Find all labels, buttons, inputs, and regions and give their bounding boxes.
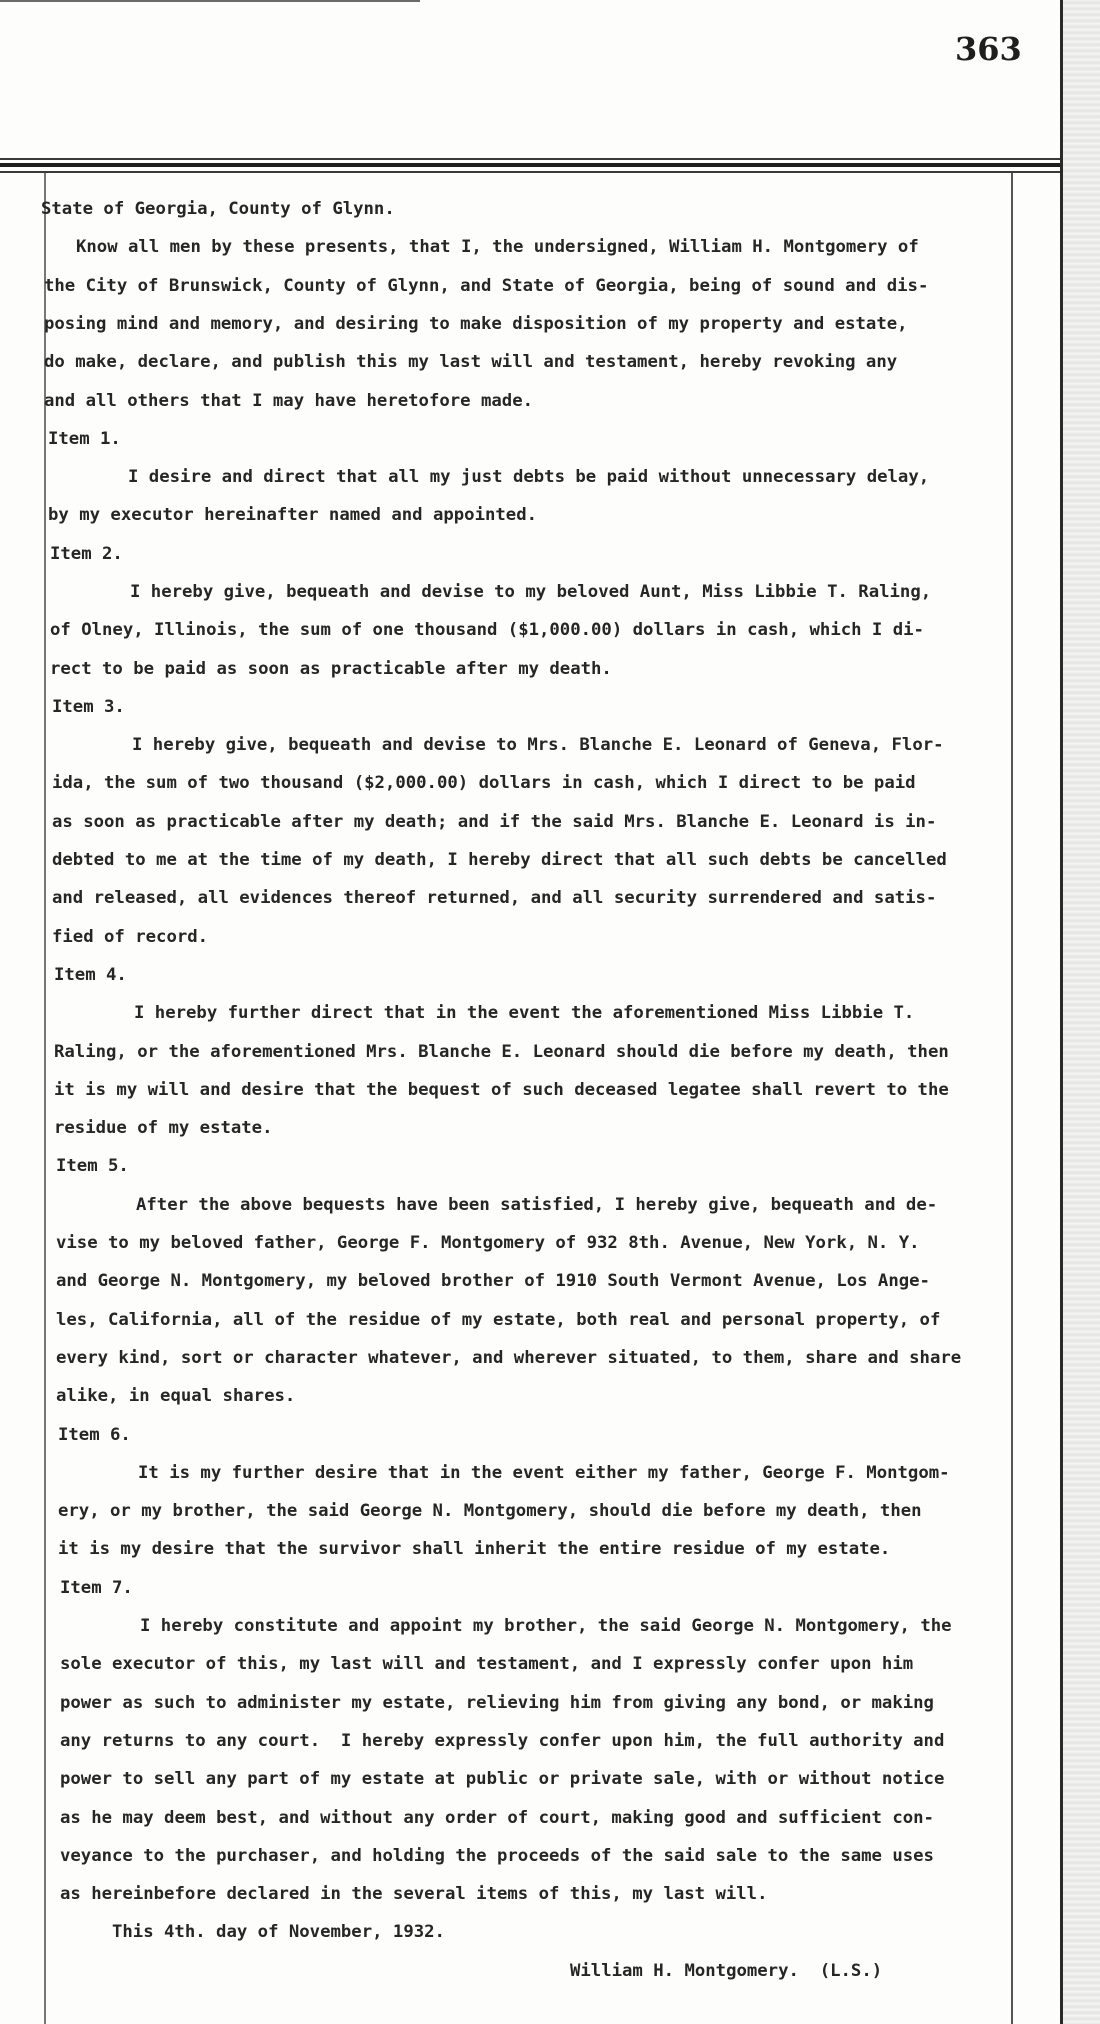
item-line: les, California, all of the residue of my estate, both real and personal property, of bbox=[56, 1310, 941, 1330]
item-label: Item 6. bbox=[58, 1425, 131, 1445]
item-line: by my executor hereinafter named and appointed. bbox=[48, 505, 537, 525]
intro-line: and all others that I may have heretofore made. bbox=[44, 391, 533, 411]
scan-border bbox=[1063, 0, 1100, 2024]
item-line: It is my further desire that in the event either my father, George F. Montgom- bbox=[138, 1463, 950, 1483]
item-label: Item 4. bbox=[54, 965, 127, 985]
item-line: I hereby give, bequeath and devise to my beloved Aunt, Miss Libbie T. Raling, bbox=[130, 582, 932, 602]
item-line: and George N. Montgomery, my beloved brother of 1910 South Vermont Avenue, Los Ange- bbox=[56, 1271, 930, 1291]
item-line: vise to my beloved father, George F. Montgomery of 932 8th. Avenue, New York, N. Y. bbox=[56, 1233, 920, 1253]
intro-line: do make, declare, and publish this my last will and testament, hereby revoking any bbox=[44, 352, 898, 372]
item-line: alike, in equal shares. bbox=[56, 1386, 296, 1406]
item-line: debted to me at the time of my death, I hereby direct that all such debts be cancelled bbox=[52, 850, 947, 870]
item-line: fied of record. bbox=[52, 927, 209, 947]
header-rule-thick bbox=[0, 163, 1060, 167]
document-heading: State of Georgia, County of Glynn. bbox=[41, 199, 395, 219]
signature-line: William H. Montgomery. (L.S.) bbox=[570, 1961, 883, 1981]
item-label: Item 5. bbox=[56, 1156, 129, 1176]
item-label: Item 1. bbox=[48, 429, 121, 449]
left-margin-line bbox=[44, 173, 46, 2024]
page-number: 363 bbox=[955, 30, 1022, 68]
item-line: I hereby constitute and appoint my brother, the said George N. Montgomery, the bbox=[140, 1616, 952, 1636]
item-line: veyance to the purchaser, and holding the proceeds of the said sale to the same uses bbox=[60, 1846, 934, 1866]
item-line: residue of my estate. bbox=[54, 1118, 273, 1138]
item-line: I hereby give, bequeath and devise to Mrs. Blanche E. Leonard of Geneva, Flor- bbox=[132, 735, 944, 755]
item-line: and released, all evidences thereof returned, and all security surrendered and satis- bbox=[52, 888, 937, 908]
intro-line: Know all men by these presents, that I, the undersigned, William H. Montgomery of bbox=[76, 237, 919, 257]
item-line: as he may deem best, and without any order of court, making good and sufficient con- bbox=[60, 1808, 934, 1828]
item-label: Item 2. bbox=[50, 544, 123, 564]
item-label: Item 3. bbox=[52, 697, 125, 717]
item-line: Raling, or the aforementioned Mrs. Blanche E. Leonard should die before my death, then bbox=[54, 1042, 949, 1062]
item-line: it is my will and desire that the bequest of such deceased legatee shall revert to the bbox=[54, 1080, 949, 1100]
header-rule bbox=[0, 158, 1060, 160]
item-line: rect to be paid as soon as practicable after my death. bbox=[50, 659, 612, 679]
intro-line: posing mind and memory, and desiring to make disposition of my property and estate, bbox=[44, 314, 908, 334]
item-line: I desire and direct that all my just debts be paid without unnecessary delay, bbox=[128, 467, 930, 487]
item-line: any returns to any court. I hereby expressly confer upon him, the full authority and bbox=[60, 1731, 945, 1751]
item-line: sole executor of this, my last will and testament, and I expressly confer upon him bbox=[60, 1654, 914, 1674]
item-line: it is my desire that the survivor shall inherit the entire residue of my estate. bbox=[58, 1539, 891, 1559]
item-line: After the above bequests have been satisfied, I hereby give, bequeath and de- bbox=[136, 1195, 938, 1215]
item-line: as hereinbefore declared in the several items of this, my last will. bbox=[60, 1884, 768, 1904]
item-line: as soon as practicable after my death; and if the said Mrs. Blanche E. Leonard is in- bbox=[52, 812, 937, 832]
right-margin-line bbox=[1011, 173, 1013, 2024]
header-rule-lower bbox=[0, 171, 1060, 173]
item-line: of Olney, Illinois, the sum of one thousand ($1,000.00) dollars in cash, which I di- bbox=[50, 620, 924, 640]
date-line: This 4th. day of November, 1932. bbox=[112, 1922, 445, 1942]
item-label: Item 7. bbox=[60, 1578, 133, 1598]
item-line: ery, or my brother, the said George N. Montgomery, should die before my death, then bbox=[58, 1501, 922, 1521]
top-rule bbox=[0, 0, 420, 2]
item-line: ida, the sum of two thousand ($2,000.00) dollars in cash, which I direct to be paid bbox=[52, 773, 916, 793]
item-line: power as such to administer my estate, relieving him from giving any bond, or making bbox=[60, 1693, 934, 1713]
item-line: I hereby further direct that in the event the aforementioned Miss Libbie T. bbox=[134, 1003, 915, 1023]
intro-line: the City of Brunswick, County of Glynn, and State of Georgia, being of sound and dis- bbox=[44, 276, 929, 296]
item-line: power to sell any part of my estate at public or private sale, with or without notice bbox=[60, 1769, 945, 1789]
item-line: every kind, sort or character whatever, and wherever situated, to them, share and share bbox=[56, 1348, 962, 1368]
